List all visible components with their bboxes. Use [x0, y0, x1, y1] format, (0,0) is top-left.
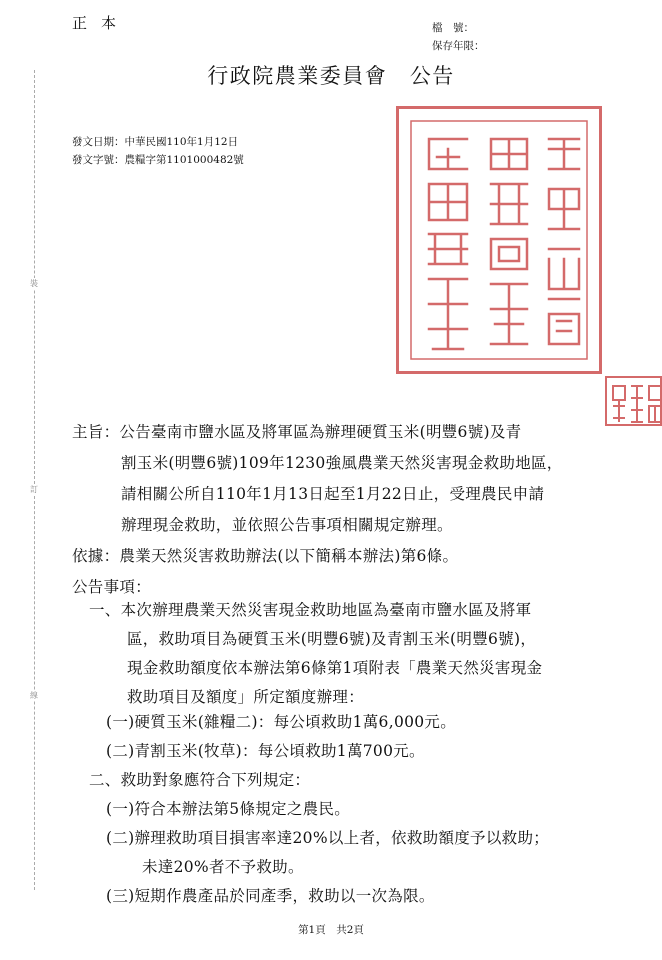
binding-char: 訂 [30, 485, 38, 494]
item2-sub1: (一)符合本辦法第5條規定之農民。 [106, 800, 351, 818]
item2-heading: 二、救助對象應符合下列規定： [89, 771, 311, 789]
retention-period-label: 保存年限： [432, 40, 485, 52]
document-number: 發文字號：農糧字第1101000482號 [72, 154, 244, 166]
page-title: 行政院農業委員會 公告 [207, 64, 455, 88]
issue-date: 發文日期：中華民國110年1月12日 [72, 136, 239, 148]
item1-sub1: (一)硬質玉米(雜糧二)：每公頃救助1萬6,000元。 [106, 713, 457, 731]
small-seal [605, 376, 662, 426]
official-seal [396, 106, 602, 374]
subject-line: 割玉米(明豐6號)109年1230強風農業天然災害現金救助地區， [121, 454, 563, 472]
document-meta [72, 133, 244, 169]
archive-number-label: 檔 號： [432, 22, 474, 34]
item1-sub2: (二)青割玉米(牧草)：每公頃救助1萬700元。 [106, 742, 425, 760]
item1-line: 一、本次辦理農業天然災害現金救助地區為臺南市鹽水區及將軍 [89, 601, 532, 619]
seal-glyphs-icon [399, 109, 599, 371]
subject-line: 辦理現金救助，並依照公告事項相關規定辦理。 [121, 516, 453, 534]
item2-sub2-line: 未達20%者不予救助。 [142, 858, 304, 876]
binding-char: 線 [30, 691, 38, 700]
items-heading: 公告事項： [72, 578, 152, 596]
small-seal-glyphs-icon [607, 378, 662, 426]
copy-mark: 正本 [72, 14, 131, 32]
item2-sub3: (三)短期作農產品於同產季，救助以一次為限。 [106, 887, 435, 905]
subject-line: 請相關公所自110年1月13日起至1月22日止，受理農民申請 [121, 485, 545, 503]
item1-line: 救助項目及額度」所定額度辦理： [127, 688, 365, 706]
page-footer: 第1頁 共2頁 [298, 924, 364, 936]
archive-info [432, 19, 485, 55]
item1-line: 區，救助項目為硬質玉米(明豐6號)及青割玉米(明豐6號)， [127, 630, 537, 648]
basis-line: 依據：農業天然災害救助辦法(以下簡稱本辦法)第6條。 [72, 547, 459, 565]
binding-char: 裝 [30, 279, 38, 288]
item1-line: 現金救助額度依本辦法第6條第1項附表「農業天然災害現金 [127, 659, 543, 677]
subject-line: 主旨：公告臺南市鹽水區及將軍區為辦理硬質玉米(明豐6號)及青 [72, 423, 522, 441]
item2-sub2-line: (二)辦理救助項目損害率達20%以上者，依救助額度予以救助； [106, 829, 550, 847]
binding-line [34, 70, 35, 890]
